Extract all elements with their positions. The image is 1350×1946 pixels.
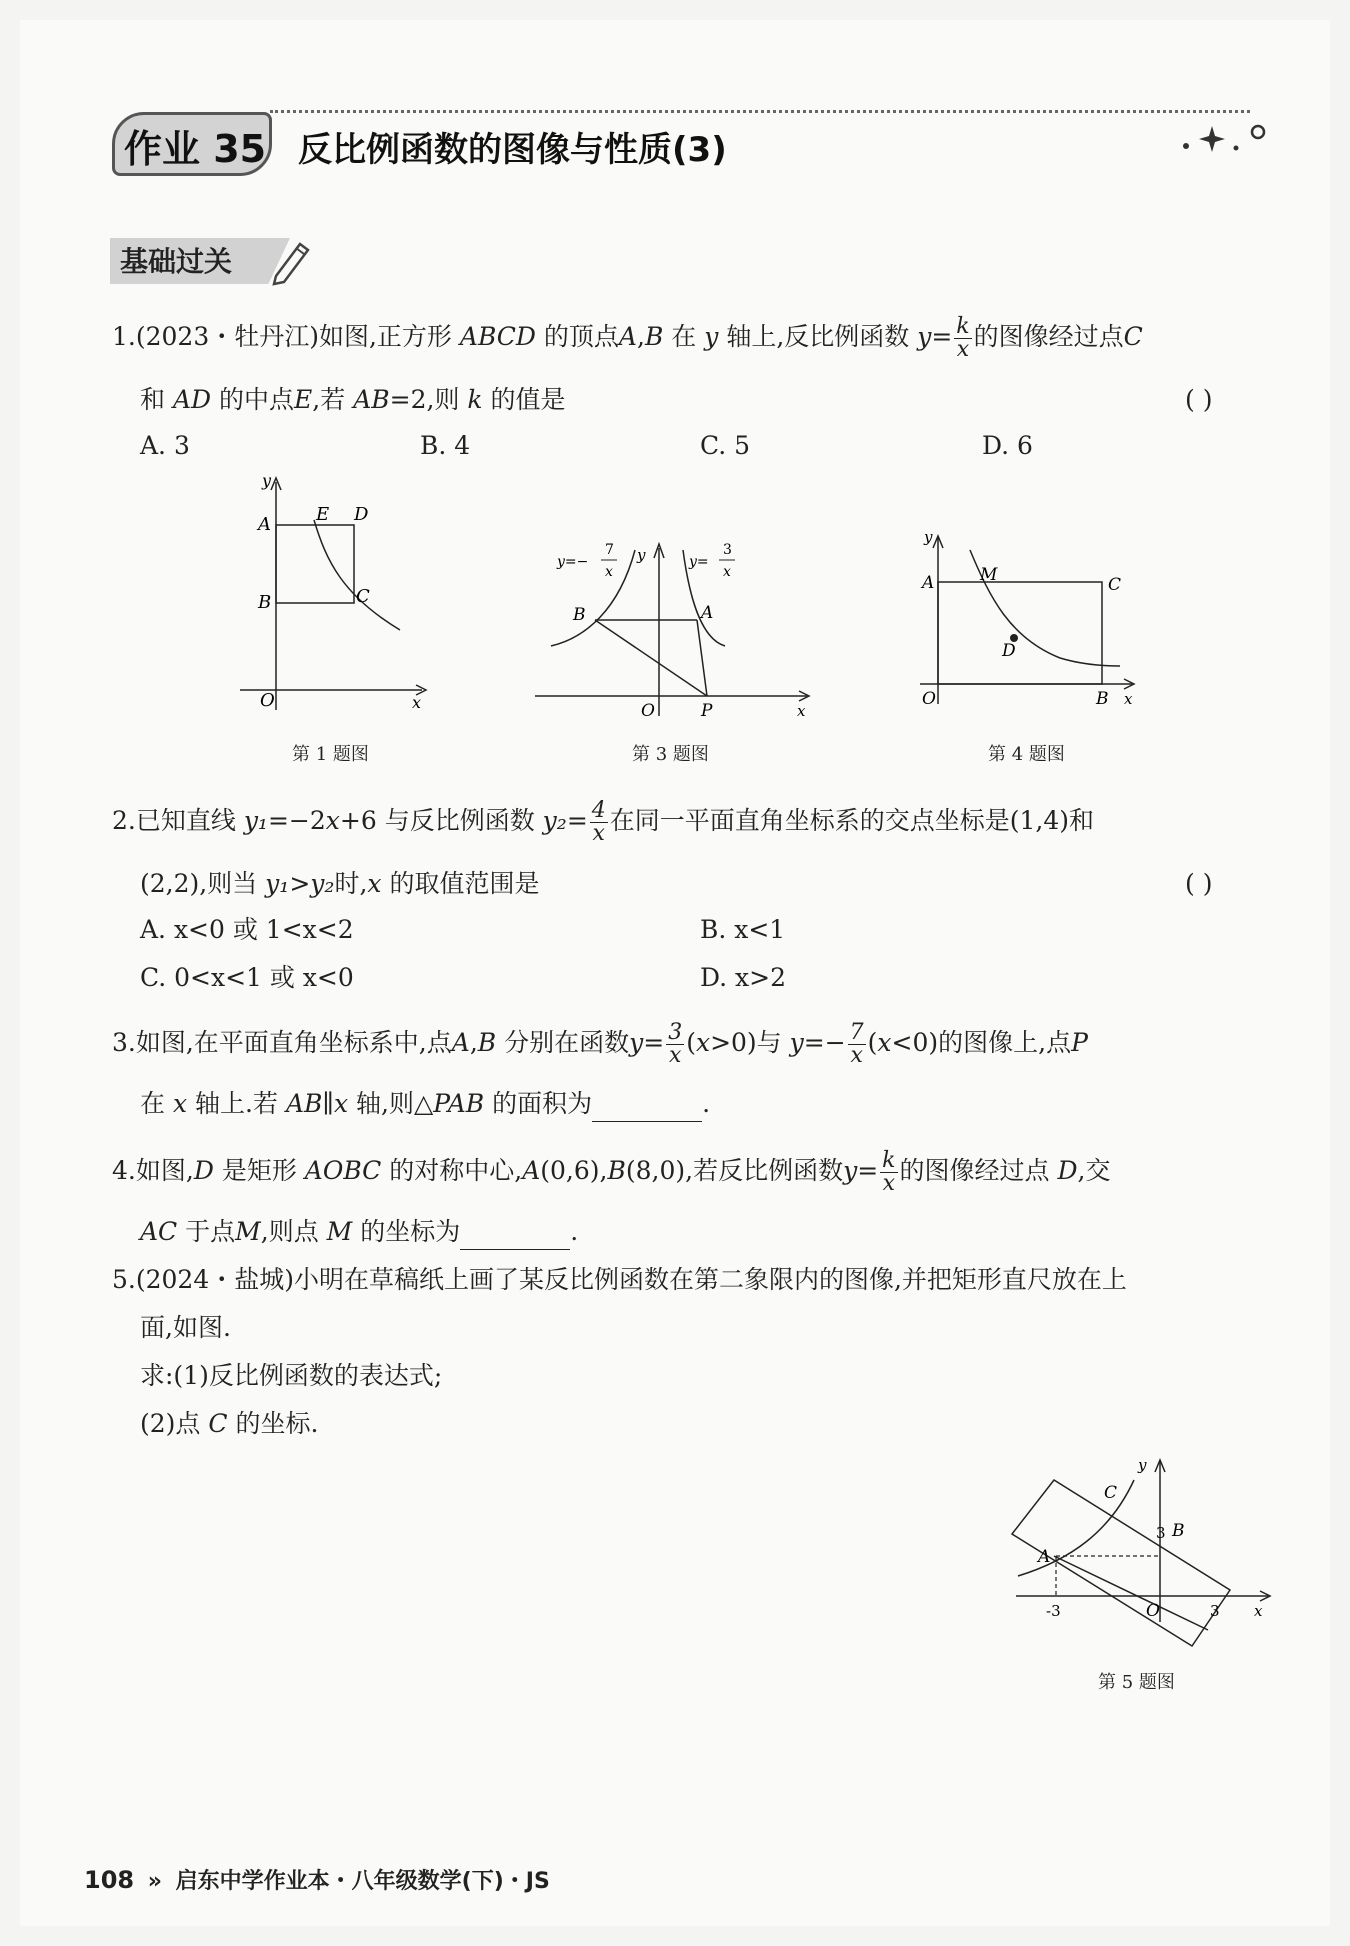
section-label: 基础过关 [120, 245, 233, 278]
q3-line2: 在 x 轴上.若 AB∥x 轴,则△PAB 的面积为 . [140, 1086, 710, 1122]
q1-option-b: B. 4 [420, 431, 471, 460]
fig5-caption: 第 5 题图 [1098, 1672, 1175, 1693]
fig3-left-num: 7 [605, 542, 614, 558]
q5-line4: (2)点 C 的坐标. [140, 1409, 319, 1438]
fraction-4-over-x: $\frac{4}{x}$ [591, 798, 606, 846]
q2-option-d: D. x>2 [700, 963, 786, 992]
fig5-label-a: A [1038, 1547, 1051, 1567]
q2-option-b: B. x<1 [700, 915, 786, 944]
q1-option-a: A. 3 [140, 431, 190, 460]
fig1-label-c: C [356, 586, 370, 607]
q5-line3: 求:(1)反比例函数的表达式; [140, 1361, 443, 1390]
fig1-label-d: D [354, 504, 369, 525]
page-number: 108 [84, 1866, 135, 1894]
fig3-label-b: B [573, 605, 586, 625]
fig5-label-y: y [1138, 1456, 1147, 1474]
fig4-label-y: y [924, 528, 933, 546]
fig4-label-b: B [1096, 689, 1109, 709]
q4-answer-blank[interactable] [460, 1223, 570, 1250]
book-title: 启东中学作业本・八年级数学(下)・JS [175, 1869, 550, 1894]
q1-answer-paren: ( ) [1185, 385, 1213, 414]
page-footer [84, 1864, 550, 1895]
fig3-label-p: P [701, 701, 713, 720]
q1-option-c: C. 5 [700, 431, 751, 460]
fraction-7-over-x: $\frac{7}{x}$ [849, 1020, 864, 1068]
fig4-label-a: A [922, 573, 935, 593]
dotted-divider [270, 110, 1250, 113]
q1-option-d: D. 6 [982, 431, 1033, 460]
fig5-label-neg3: -3 [1046, 1602, 1061, 1620]
fig4-caption: 第 4 题图 [988, 744, 1065, 765]
fraction-3-over-x: $\frac{3}{x}$ [668, 1020, 683, 1068]
homework-number: 作业 35 [124, 127, 267, 171]
fraction-k-over-x: $\frac{k}{x}$ [956, 314, 970, 362]
q2-line2: (2,2),则当 y₁>y₂时,x 的取值范围是 [140, 869, 540, 898]
fig1-label-o: O [260, 690, 275, 710]
q5-line2: 面,如图. [140, 1313, 231, 1342]
figure-3 [535, 530, 815, 720]
fig3-label-y: y [637, 546, 646, 564]
fig5-label-o: O [1146, 1601, 1160, 1621]
q5-line1: 5.(2024・盐城)小明在草稿纸上画了某反比例函数在第二象限内的图像,并把矩形直尺放在上 [112, 1265, 1127, 1294]
q2-option-a: A. x<0 或 1<x<2 [140, 915, 354, 944]
fig4-label-x: x [1124, 690, 1133, 708]
fig3-label-x: x [797, 702, 806, 720]
fig3-right-eq: y= [689, 554, 709, 570]
fig1-label-b: B [258, 592, 272, 613]
fig3-label-a: A [701, 603, 714, 623]
pencil-icon [268, 236, 312, 286]
figure-1 [230, 470, 430, 710]
q2-option-c: C. 0<x<1 或 x<0 [140, 963, 354, 992]
fig3-right-num: 3 [723, 542, 732, 558]
q4-line1: 4.如图,D 是矩形 AOBC 的对称中心,A(0,6),B(8,0),若反比例函数y= $\frac{k}{x}$ 的图像经过点 D,交 [112, 1148, 1111, 1196]
q3-line1: 3.如图,在平面直角坐标系中,点A,B 分别在函数y= $\frac{3}{x}$ (x>0)与 y=− $\frac{7}{x}$ (x<0)的图像上,点P [112, 1020, 1088, 1068]
fig5-label-3y: 3 [1156, 1524, 1166, 1542]
fig1-caption: 第 1 题图 [292, 744, 369, 765]
figure-5 [1010, 1452, 1280, 1672]
fig1-label-e: E [316, 504, 330, 525]
q1-line2: 和 AD 的中点E,若 AB=2,则 k 的值是 [140, 385, 566, 414]
fig5-label-c: C [1104, 1483, 1118, 1503]
fig3-left-den: x [605, 564, 613, 580]
q2-answer-paren: ( ) [1185, 869, 1213, 898]
fig3-caption: 第 3 题图 [632, 744, 709, 765]
figure-4 [910, 528, 1140, 718]
fig4-label-d: D [1002, 641, 1016, 661]
fraction-k-over-x-q4: $\frac{k}{x}$ [882, 1148, 896, 1196]
fig1-label-x: x [412, 693, 422, 710]
q4-line2: AC 于点M,则点 M 的坐标为 . [140, 1214, 578, 1250]
fig5-label-3x: 3 [1210, 1602, 1220, 1620]
lesson-title: 反比例函数的图像与性质(3) [298, 130, 727, 170]
fig3-left-eq: y=− [557, 554, 589, 570]
fig3-label-o: O [641, 701, 655, 720]
fig3-right-den: x [723, 564, 731, 580]
fig1-label-y: y [262, 471, 272, 490]
q3-answer-blank[interactable] [592, 1095, 702, 1122]
fig4-label-m: M [980, 565, 998, 585]
fig4-label-o: O [922, 689, 936, 709]
fig4-label-c: C [1108, 575, 1122, 595]
fig5-label-b: B [1172, 1521, 1185, 1541]
chevron-right-icon: » [147, 1869, 162, 1894]
fig5-label-x: x [1254, 1602, 1263, 1620]
sparkle-decoration-icon [1170, 118, 1270, 158]
fig1-label-a: A [258, 514, 271, 535]
q1-line1: 1.(2023・牡丹江)如图,正方形 ABCD 的顶点A,B 在 y 轴上,反比例函数 y= $\frac{k}{x}$ 的图像经过点C [112, 314, 1143, 362]
q2-line1: 2.已知直线 y₁=−2x+6 与反比例函数 y₂= $\frac{4}{x}$ 在同一平面直角坐标系的交点坐标是(1,4)和 [112, 798, 1095, 846]
